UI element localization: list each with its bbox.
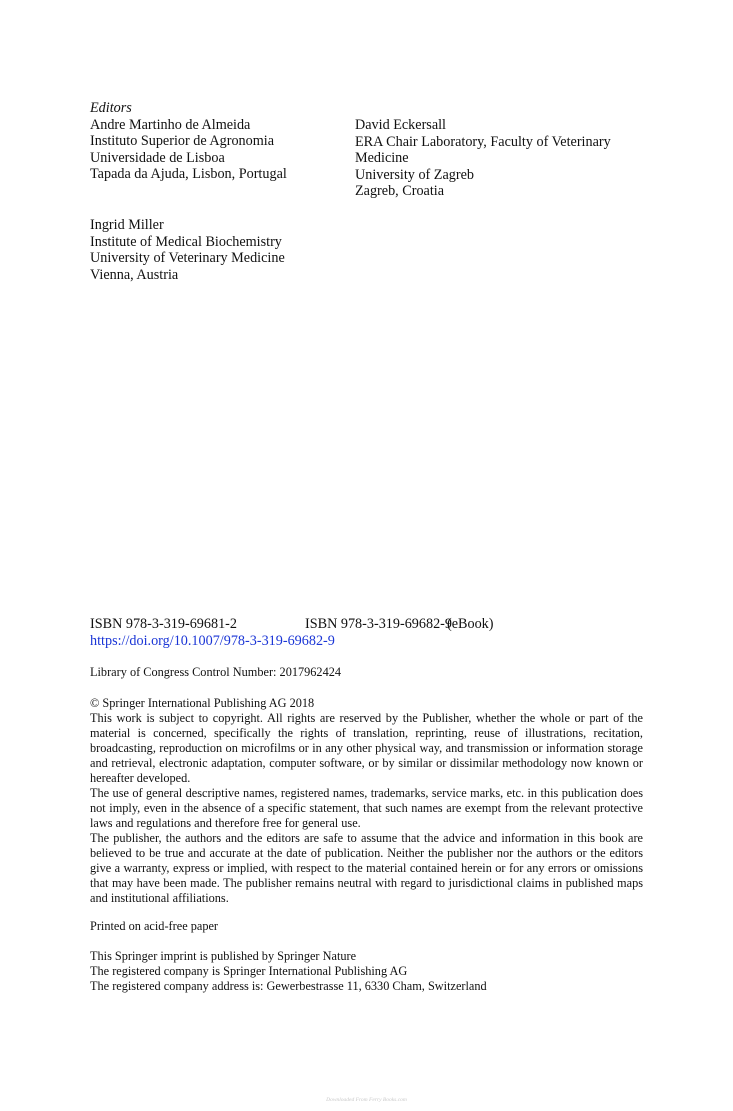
editor-affiliation-line: Medicine: [355, 150, 409, 167]
isbn-print: ISBN 978-3-319-69681-2: [90, 616, 237, 632]
editor-affiliation-line: ERA Chair Laboratory, Faculty of Veterinary: [355, 133, 611, 150]
copyright-paragraph: The publisher, the authors and the editors are safe to assume that the advice and information in this book are believed to be true and accurate at the date of publication. Neither the publisher nor the authors or the editors give a warranty, express or implied, with respect to the material contained herein or for any errors or omissions that may have been made. The publisher remains neutral with regard to jurisdictional claims in published maps and institutional affiliations.: [90, 831, 643, 905]
doi-link[interactable]: https://doi.org/10.1007/978-3-319-69682-9: [90, 633, 335, 649]
editor-name: David Eckersall: [355, 117, 446, 133]
editor-affiliation-line: Tapada da Ajuda, Lisbon, Portugal: [90, 166, 287, 183]
editors-heading: Editors: [90, 100, 132, 116]
editor-name: Ingrid Miller: [90, 217, 164, 233]
editors-right-block: [355, 117, 611, 200]
imprint-block: [90, 949, 487, 994]
lccn-number: Library of Congress Control Number: 2017962424: [90, 665, 342, 679]
copyright-paragraph: This work is subject to copyright. All rights are reserved by the Publisher, whether the whole or part of the material is concerned, specifically the rights of translation, reprinting, reuse of illustrations, recitation, broadcasting, reproduction on microfilms or in any other physical way, and transmission or information storage and retrieval, electronic adaptation, computer software, or by similar or dissimilar methodology now known or hereafter developed.: [90, 711, 643, 785]
editor-affiliation-line: Instituto Superior de Agronomia: [90, 133, 275, 150]
imprint-line: The registered company is Springer International Publishing AG: [90, 964, 408, 978]
editor-affiliation-line: Universidade de Lisboa: [90, 149, 225, 166]
copyright-block: [90, 696, 643, 906]
copyright-paragraph: The use of general descriptive names, registered names, trademarks, service marks, etc. in this publication does not imply, even in the absence of a specific statement, that such names are exempt from the relevant protective laws and regulations and therefore free for general use.: [90, 786, 643, 830]
copyright-notice: © Springer International Publishing AG 2018: [90, 696, 315, 710]
imprint-line: This Springer imprint is published by Springer Nature: [90, 949, 357, 963]
editor-affiliation-line: Vienna, Austria: [90, 266, 179, 283]
isbn-ebook-label: (eBook): [447, 616, 494, 632]
editor-name: Andre Martinho de Almeida: [90, 116, 251, 133]
editor-affiliation-line: University of Zagreb: [355, 166, 474, 183]
editor-affiliation-line: Institute of Medical Biochemistry: [90, 233, 282, 250]
isbn-row: [90, 616, 494, 633]
editor-affiliation-line: University of Veterinary Medicine: [90, 250, 285, 267]
printed-note: Printed on acid-free paper: [90, 919, 219, 933]
editors-third-block: [90, 217, 285, 283]
isbn-ebook: ISBN 978-3-319-69682-9: [305, 616, 452, 632]
footer-watermark: Downloaded From Ferry Books.com: [326, 1097, 407, 1103]
editor-affiliation-line: Zagreb, Croatia: [355, 183, 445, 200]
imprint-line: The registered company address is: Gewerbestrasse 11, 6330 Cham, Switzerland: [90, 979, 487, 993]
editors-left-block: [90, 100, 287, 183]
